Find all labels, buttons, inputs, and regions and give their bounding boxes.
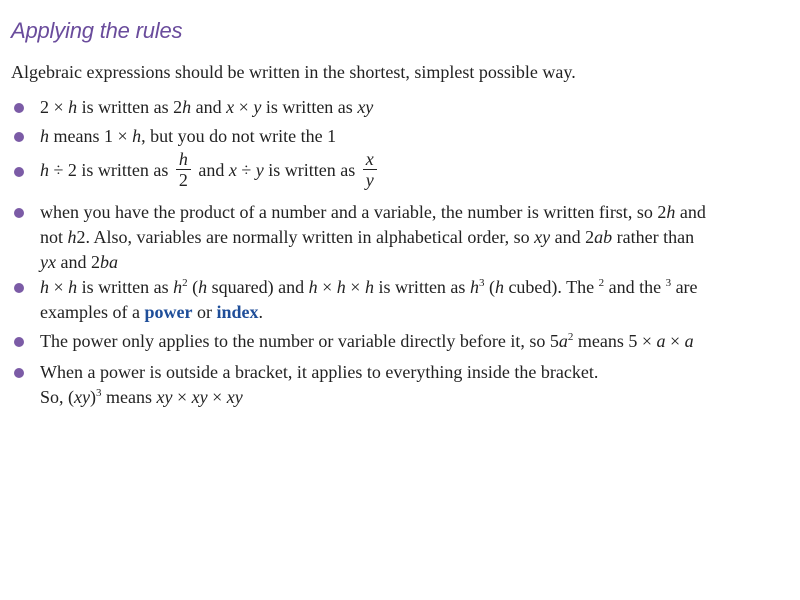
math-var: y bbox=[255, 160, 264, 180]
math-var: xy bbox=[534, 227, 551, 247]
text: ÷ 2 is written as bbox=[49, 160, 173, 180]
section-heading: Applying the rules bbox=[11, 18, 183, 43]
math-var: h bbox=[182, 97, 192, 117]
math-var: h bbox=[68, 97, 78, 117]
text: and the bbox=[604, 277, 666, 297]
text: means bbox=[101, 387, 157, 407]
text: or bbox=[192, 302, 217, 322]
math-var: xy bbox=[357, 97, 374, 117]
math-var: h bbox=[469, 277, 479, 297]
bullet-icon bbox=[14, 132, 24, 142]
math-var: xy bbox=[191, 387, 208, 407]
keyword-index: index bbox=[216, 302, 259, 322]
math-var: xy bbox=[156, 387, 173, 407]
text: The power only applies to the number or variable directly before it, so 5 bbox=[40, 331, 559, 351]
bullet-text bbox=[40, 329, 780, 354]
math-var: h bbox=[308, 277, 318, 297]
text: and bbox=[191, 97, 227, 117]
math-var: xy bbox=[226, 387, 243, 407]
fraction-denominator: y bbox=[365, 170, 374, 191]
superscript: 3 bbox=[665, 277, 672, 289]
math-var: h bbox=[40, 277, 49, 297]
math-var: a bbox=[684, 331, 694, 351]
text: and bbox=[675, 202, 706, 222]
math-var: h bbox=[132, 126, 142, 146]
fraction-denominator: 2 bbox=[178, 170, 188, 191]
text: × bbox=[317, 277, 337, 297]
text: ) bbox=[90, 387, 96, 407]
text: × bbox=[234, 97, 254, 117]
text: is written as bbox=[77, 277, 174, 297]
bullet-icon bbox=[14, 368, 24, 378]
text: examples of a bbox=[40, 302, 145, 322]
math-var: h bbox=[494, 277, 504, 297]
bullet-icon bbox=[14, 103, 24, 113]
math-var: h bbox=[40, 160, 49, 180]
text: So, ( bbox=[40, 387, 75, 407]
text: squared) and bbox=[207, 277, 309, 297]
text: ÷ bbox=[236, 160, 256, 180]
math-var: h bbox=[173, 277, 183, 297]
superscript: 2 bbox=[598, 277, 605, 289]
math-var: x bbox=[228, 160, 237, 180]
text: means 1 × bbox=[49, 126, 133, 146]
bullet-icon bbox=[14, 208, 24, 218]
math-var: ab bbox=[594, 227, 613, 247]
math-var: ba bbox=[99, 252, 118, 272]
math-var: x bbox=[226, 97, 235, 117]
superscript: 3 bbox=[96, 387, 102, 399]
math-var: h bbox=[336, 277, 346, 297]
math-var: h bbox=[364, 277, 374, 297]
text: is written as 2 bbox=[77, 97, 183, 117]
text: 2 × bbox=[40, 97, 69, 117]
fraction-numerator: h bbox=[176, 149, 191, 170]
math-var: h bbox=[666, 202, 676, 222]
text-line bbox=[40, 250, 780, 275]
fraction bbox=[176, 149, 191, 190]
math-var: y bbox=[253, 97, 262, 117]
bullet-text bbox=[40, 124, 780, 149]
math-var: a bbox=[558, 331, 568, 351]
math-var: xy bbox=[74, 387, 90, 407]
text: is written as bbox=[373, 277, 470, 297]
text-line bbox=[40, 300, 780, 325]
math-var: h bbox=[198, 277, 208, 297]
bullet-icon bbox=[14, 337, 24, 347]
text: and bbox=[193, 160, 229, 180]
text-line: When a power is outside a bracket, it applies to everything inside the bracket. bbox=[40, 362, 599, 382]
text: , but you do not write the 1 bbox=[141, 126, 337, 146]
text-line bbox=[40, 200, 780, 225]
text: means 5 × bbox=[573, 331, 657, 351]
text: and 2 bbox=[55, 252, 100, 272]
text: cubed). The bbox=[503, 277, 599, 297]
text: rather than bbox=[612, 227, 695, 247]
math-var: yx bbox=[40, 252, 56, 272]
bullet-text bbox=[40, 95, 780, 120]
text: × bbox=[172, 387, 192, 407]
fraction bbox=[363, 149, 377, 190]
text: are bbox=[671, 277, 698, 297]
text: not bbox=[40, 227, 68, 247]
superscript: 3 bbox=[478, 277, 485, 289]
fraction-numerator: x bbox=[363, 149, 377, 170]
intro-text: Algebraic expressions should be written in the shortest, simplest possible way. bbox=[11, 62, 576, 82]
text: and 2 bbox=[550, 227, 595, 247]
text: × bbox=[665, 331, 685, 351]
text: × bbox=[49, 277, 69, 297]
text-line bbox=[40, 225, 780, 250]
math-var: h bbox=[40, 126, 49, 146]
superscript: 2 bbox=[567, 331, 574, 343]
text: . bbox=[258, 302, 263, 322]
text: × bbox=[345, 277, 365, 297]
keyword-power: power bbox=[144, 302, 193, 322]
text: ( bbox=[484, 277, 495, 297]
math-var: h bbox=[67, 227, 77, 247]
text: when you have the product of a number and a variable, the number is written first, so 2 bbox=[40, 202, 667, 222]
math-var: a bbox=[656, 331, 666, 351]
bullet-text bbox=[40, 275, 780, 325]
text-line bbox=[40, 275, 780, 300]
text: ( bbox=[187, 277, 199, 297]
bullet-text bbox=[40, 360, 780, 410]
bullet-icon bbox=[14, 283, 24, 293]
bullet-icon bbox=[14, 167, 24, 177]
text: × bbox=[207, 387, 227, 407]
text: 2. Also, variables are normally written in alphabetical order, so bbox=[76, 227, 535, 247]
bullet-text bbox=[40, 148, 780, 192]
text: is written as bbox=[261, 97, 358, 117]
text-line bbox=[40, 385, 780, 410]
math-var: h bbox=[68, 277, 78, 297]
superscript: 2 bbox=[182, 277, 188, 289]
bullet-text bbox=[40, 200, 780, 275]
text: is written as bbox=[263, 160, 360, 180]
